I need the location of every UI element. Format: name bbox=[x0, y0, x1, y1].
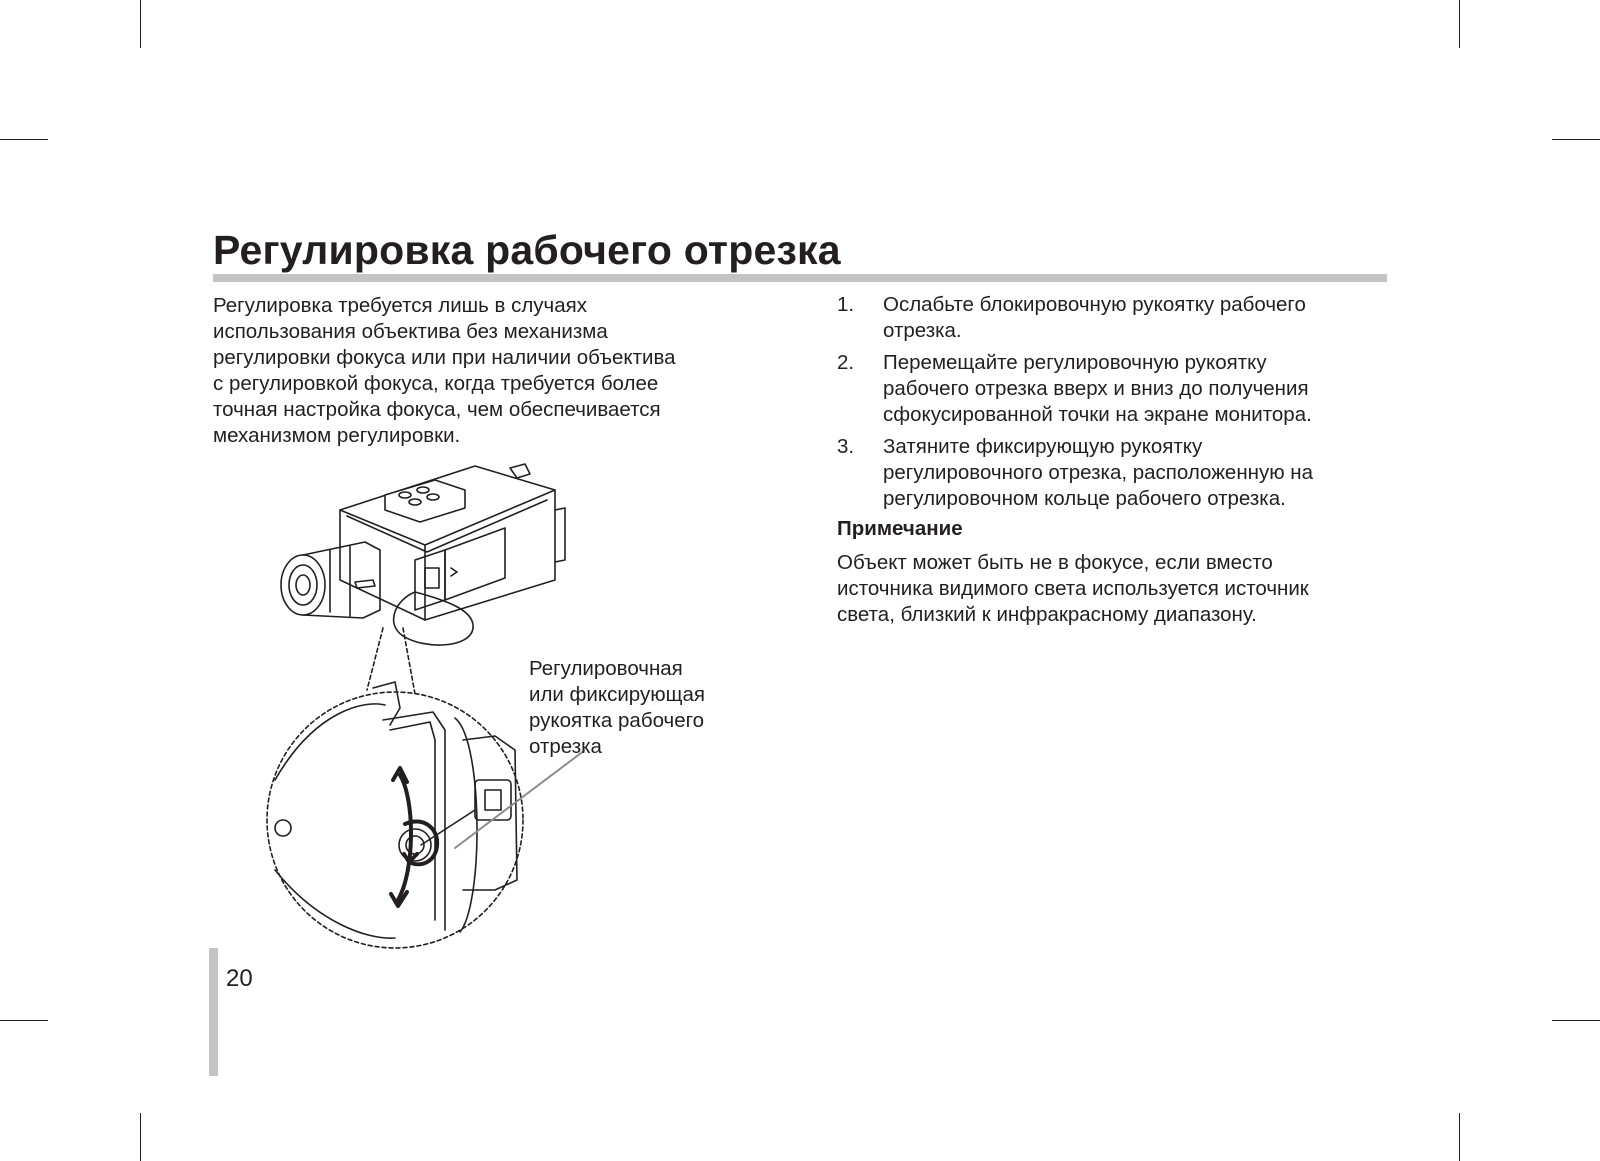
magnified-detail bbox=[267, 682, 523, 948]
crop-mark bbox=[1459, 0, 1460, 48]
intro-paragraph: Регулировка требуется лишь в случаях использования объектива без механизма регулировки фокуса или при наличии объектива с регулировкой фокуса, когда требуется более точная настройка фокуса, чем обеспечивается механизмом регулировки. bbox=[213, 294, 676, 447]
step-number: 2. bbox=[837, 351, 855, 374]
zoom-guide-line bbox=[367, 628, 383, 690]
crop-mark bbox=[0, 1020, 48, 1021]
step-number: 3. bbox=[837, 435, 855, 458]
crop-mark bbox=[140, 1113, 141, 1161]
crop-mark bbox=[1552, 139, 1600, 140]
zoom-guide-line bbox=[403, 628, 415, 694]
note-heading: Примечание bbox=[837, 517, 963, 540]
step-text: Перемещайте регулировочную рукоятку рабочего отрезка вверх и вниз до получения сфокусированной точки на экране монитора. bbox=[883, 351, 1312, 426]
page-number: 20 bbox=[226, 965, 253, 992]
crop-mark bbox=[0, 139, 48, 140]
step-text: Ослабьте блокировочную рукоятку рабочего отрезка. bbox=[883, 293, 1306, 342]
camera-body-drawing bbox=[281, 464, 565, 645]
crop-mark bbox=[1552, 1020, 1600, 1021]
note-text: Объект может быть не в фокусе, если вместо источника видимого света используется источник света, близкий к инфракрасному диапазону. bbox=[837, 551, 1309, 626]
crop-mark bbox=[140, 0, 141, 48]
steps-list bbox=[837, 292, 1397, 518]
step-text: Затяните фиксирующую рукоятку регулировочного отрезка, расположенную на регулировочном кольце рабочего отрезка. bbox=[883, 435, 1313, 510]
list-item bbox=[837, 350, 1397, 428]
crop-mark bbox=[1459, 1113, 1460, 1161]
page-number-bar bbox=[209, 948, 218, 1076]
list-item bbox=[837, 292, 1397, 344]
figure-callout-label: Регулировочная или фиксирующая рукоятка рабочего отрезка bbox=[529, 657, 705, 758]
list-item bbox=[837, 434, 1397, 512]
title-underline bbox=[213, 274, 1387, 282]
step-number: 1. bbox=[837, 293, 855, 316]
page-title: Регулировка рабочего отрезка bbox=[213, 227, 841, 273]
